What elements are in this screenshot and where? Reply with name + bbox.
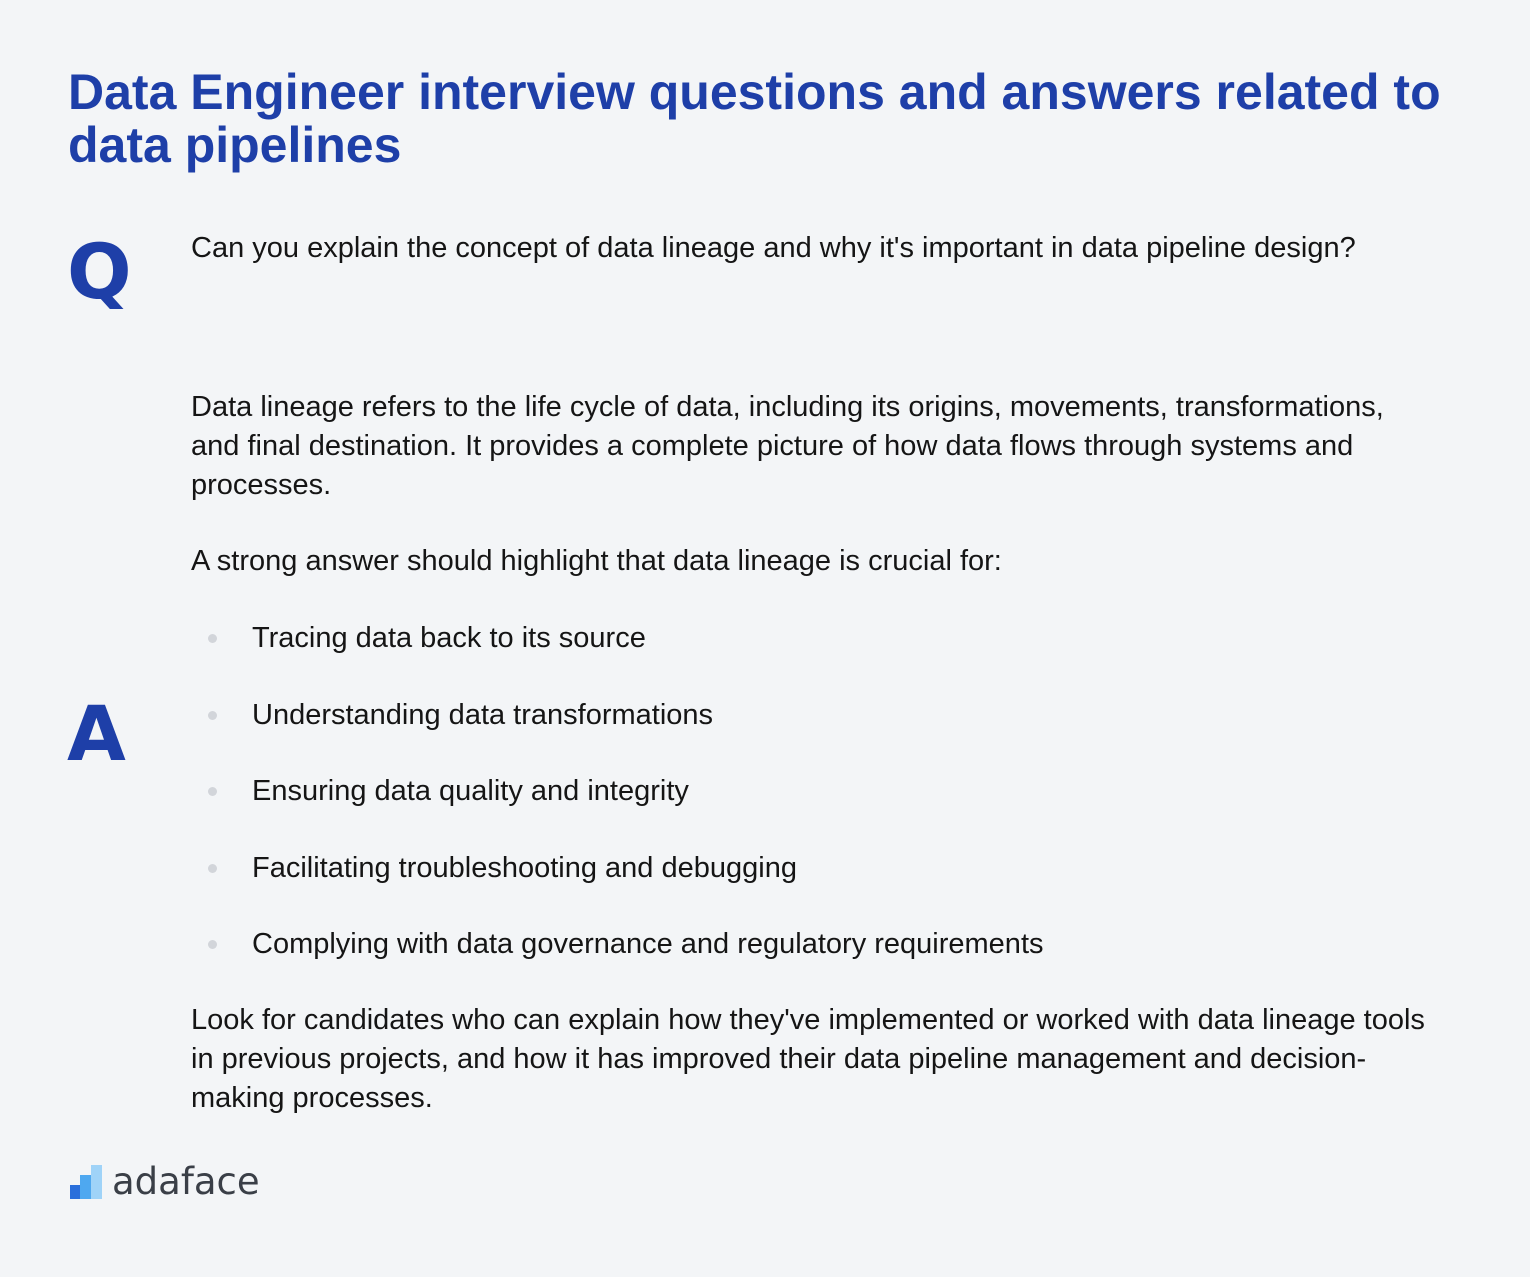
adaface-logo (70, 1160, 260, 1204)
bullet-dot-icon (208, 634, 217, 643)
list-item-text: Facilitating troubleshooting and debugging (252, 851, 797, 884)
page-title: Data Engineer interview questions and answers related to data pipelines (68, 64, 1441, 173)
answer-paragraph-3: Look for candidates who can explain how they've implemented or worked with data lineage tools in previous projects, and how it has improved their data pipeline management and decision-making processes. (191, 1004, 1425, 1114)
list-item-text: Tracing data back to its source (252, 622, 646, 654)
answer-marker: A (67, 689, 126, 778)
bullet-dot-icon (208, 711, 217, 720)
list-item-text: Ensuring data quality and integrity (252, 775, 689, 807)
adaface-bars-icon (70, 1165, 104, 1199)
question-text: Can you explain the concept of data lineage and why it's important in data pipeline design? (191, 232, 1356, 264)
answer-bullet-list (191, 619, 1431, 964)
list-item (191, 772, 1431, 811)
question-marker: Q (67, 227, 132, 316)
list-item (191, 849, 1431, 888)
answer-paragraph-1: Data lineage refers to the life cycle of data, including its origins, movements, transformations, and final destination. It provides a complete picture of how data flows through systems and processes. (191, 391, 1384, 501)
bullet-dot-icon (208, 864, 217, 873)
bullet-dot-icon (208, 787, 217, 796)
list-item-text: Understanding data transformations (252, 698, 714, 731)
list-item (191, 696, 1431, 735)
list-item (191, 619, 1431, 658)
logo-text: adaface (112, 1160, 260, 1203)
answer-paragraph-2: A strong answer should highlight that data lineage is crucial for: (191, 545, 1002, 577)
bullet-dot-icon (208, 940, 217, 949)
list-item-text: Complying with data governance and regulatory requirements (252, 928, 1044, 960)
list-item (191, 925, 1431, 964)
answer-block (191, 388, 1431, 1118)
